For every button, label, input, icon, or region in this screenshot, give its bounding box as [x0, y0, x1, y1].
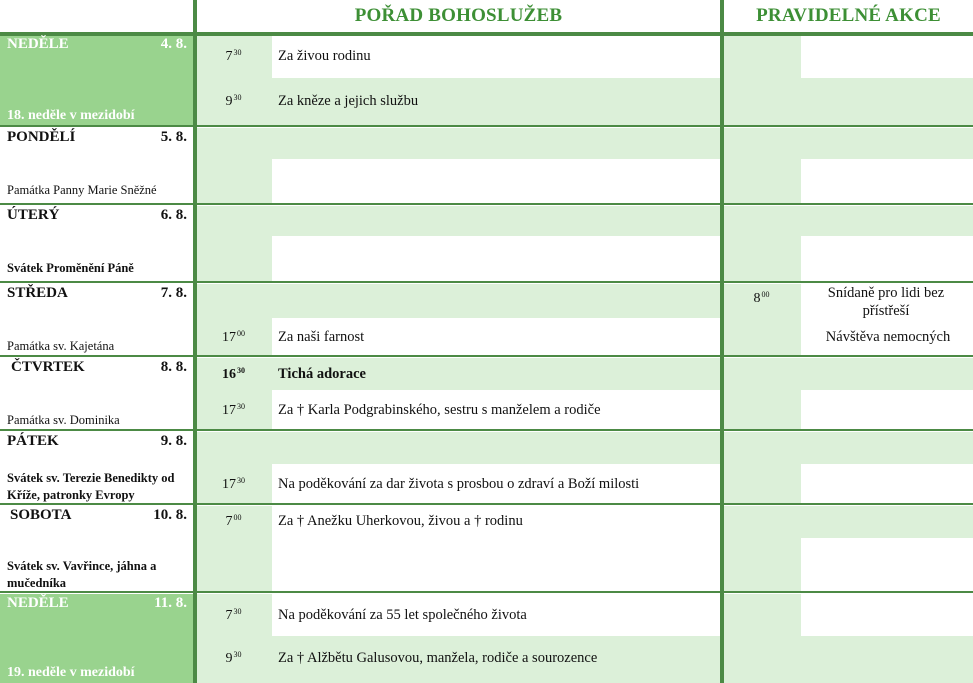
day-date: 9. 8.	[160, 433, 187, 449]
service-intention: Za † Karla Podgrabinského, sestru s manželem a rodiče	[278, 402, 601, 418]
row-band	[724, 206, 973, 236]
services-header: POŘAD BOHOSLUŽEB	[354, 5, 563, 26]
row-band	[724, 506, 973, 538]
day-name: PONDĚLÍ	[7, 129, 76, 145]
service-intention: Za † Anežku Uherkovou, živou a † rodinu	[278, 513, 523, 529]
row-band	[197, 358, 720, 390]
day-name: ÚTERÝ	[7, 207, 60, 223]
day-date: 5. 8.	[160, 129, 187, 145]
row-band	[724, 358, 973, 390]
day-subtitle: Svátek Proměnění Páně	[7, 261, 134, 275]
day-name: ČTVRTEK	[11, 359, 85, 375]
grid-line	[0, 281, 973, 283]
service-time: $16^{30}$	[222, 366, 245, 382]
time-cell-bg	[197, 159, 272, 203]
event-text: Snídaně pro lidi bez přístřeší	[827, 285, 945, 319]
day-name: SOBOTA	[10, 507, 72, 523]
day-date: 4. 8.	[160, 36, 187, 52]
row-band	[197, 432, 720, 464]
day-date: 11. 8.	[154, 595, 187, 611]
service-time: $7^{30}$	[225, 607, 242, 623]
ev-time-bg	[724, 236, 801, 281]
day-name: PÁTEK	[7, 433, 59, 449]
row-band	[197, 78, 720, 125]
service-time: $17^{30}$	[222, 402, 245, 418]
day-subtitle: Památka Panny Marie Sněžné	[7, 183, 157, 197]
event-time: $8^{00}$	[753, 290, 770, 306]
service-intention: Za živou rodinu	[278, 48, 371, 64]
day-subtitle: Svátek sv. Vavřince, jáhna a mučedníka	[7, 559, 157, 590]
ev-time-bg	[724, 159, 801, 203]
ev-time-bg	[724, 36, 801, 78]
service-intention: Za naši farnost	[278, 329, 365, 345]
service-intention: Na poděkování za dar života s prosbou o zdraví a Boží milosti	[278, 476, 640, 492]
service-intention: Na poděkování za 55 let společného života	[278, 607, 527, 623]
grid-line	[0, 125, 973, 127]
service-intention: Tichá adorace	[278, 366, 366, 382]
day-subtitle: Svátek sv. Terezie Benedikty od Kříže, patronky Evropy	[7, 471, 175, 502]
row-band	[197, 284, 720, 318]
day-subtitle: 19. neděle v mezidobí	[7, 665, 135, 680]
service-time: $9^{30}$	[225, 650, 242, 666]
row-band	[724, 78, 973, 125]
ev-time-bg	[724, 390, 801, 429]
day-date: 7. 8.	[160, 285, 187, 301]
day-subtitle: Památka sv. Dominika	[7, 413, 120, 427]
row-band	[197, 206, 720, 236]
row-band	[724, 636, 973, 683]
ev-time-bg	[724, 538, 801, 591]
row-band	[197, 128, 720, 159]
events-header: PRAVIDELNÉ AKCE	[756, 5, 941, 26]
ev-time-bg	[724, 594, 801, 636]
service-time: $7^{00}$	[225, 513, 242, 529]
grid-line	[0, 203, 973, 205]
day-date: 10. 8.	[153, 507, 187, 523]
day-name: NEDĚLE	[7, 36, 69, 52]
grid-line	[722, 0, 724, 683]
service-intention: Za † Alžbětu Galusovou, manžela, rodiče a sourozence	[278, 650, 598, 666]
row-band	[724, 128, 973, 159]
day-name: NEDĚLE	[7, 595, 69, 611]
day-date: 6. 8.	[160, 207, 187, 223]
service-time: $17^{00}$	[222, 329, 245, 345]
grid-line	[0, 355, 973, 357]
day-subtitle: Památka sv. Kajetána	[7, 339, 115, 353]
day-subtitle: 18. neděle v mezidobí	[7, 108, 135, 123]
event-text: Návštěva nemocných	[825, 329, 951, 345]
service-intention: Za kněze a jejich službu	[278, 93, 419, 109]
day-date: 8. 8.	[160, 359, 187, 375]
service-time: $9^{30}$	[225, 93, 242, 109]
service-time: $17^{30}$	[222, 476, 245, 492]
day-name: STŘEDA	[7, 285, 68, 301]
service-time: $7^{30}$	[225, 48, 242, 64]
time-cell-bg	[197, 538, 272, 591]
row-band	[724, 432, 973, 464]
ev-time-bg	[724, 464, 801, 503]
grid-line	[0, 429, 973, 431]
time-cell-bg	[197, 236, 272, 281]
